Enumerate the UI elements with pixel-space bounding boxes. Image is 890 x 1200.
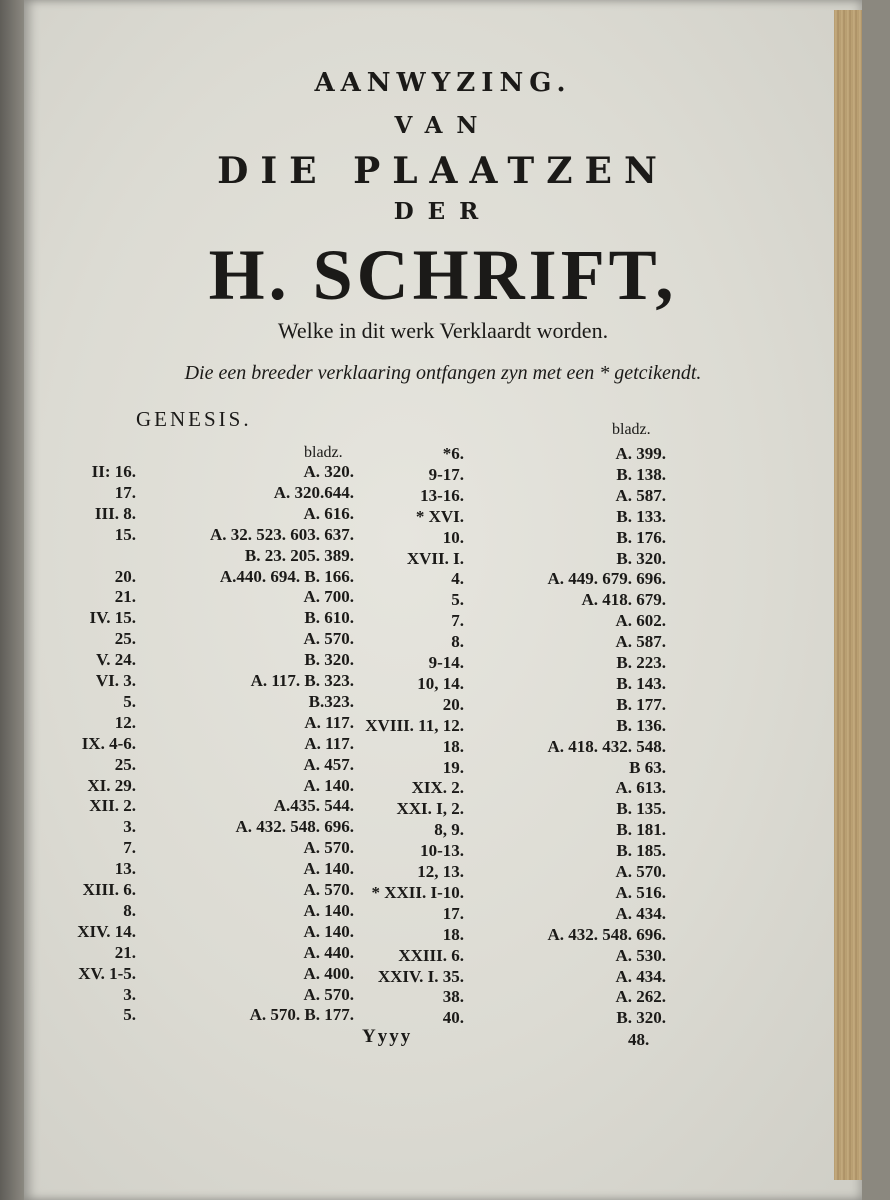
left_column-page-ref: B. 23. 205. 389. (244, 545, 354, 565)
right_column-page-ref: A. 399. (615, 444, 666, 463)
left_column-scripture-ref: XII. 2. (89, 796, 136, 816)
right_column-scripture-ref: XXIV. I. 35. (377, 966, 464, 986)
left_column-scripture-ref: IV. 15. (89, 608, 136, 628)
left_column-page-ref: A. 320.644. (273, 482, 354, 502)
right_column-scripture-ref: XXIII. 6. (398, 945, 464, 965)
right_column-scripture-ref: 38. (442, 987, 464, 1007)
right_column-scripture-ref: 18. (442, 924, 464, 944)
right_column-page-ref: A. 530. (615, 945, 666, 965)
right_column-scripture-ref: 9-17. (428, 464, 464, 484)
left_column-page-ref: B. 320. (304, 650, 354, 670)
right_column-page-ref: B. 176. (616, 527, 666, 547)
right_column-scripture-ref: XVII. I. (406, 548, 464, 568)
right_column-scripture-ref: 4. (451, 569, 464, 589)
bladz-right-header: bladz. (612, 421, 651, 438)
right_column-page-ref: A. 570. (615, 862, 666, 881)
left_column-page-ref: A. 32. 523. 603. 637. (209, 524, 354, 544)
right_column-scripture-ref: * XVI. (415, 506, 464, 526)
left_column-page-ref: A.440. 694. B. 166. (219, 566, 354, 586)
left_column-page-ref: A. 400. (303, 963, 354, 983)
right_column-page-ref: B. 136. (616, 715, 666, 735)
right_column-scripture-ref: 9-14. (428, 653, 464, 672)
right_column-page-ref: A. 434. (615, 903, 666, 923)
right_column-page-ref: A. 418. 432. 548. (547, 736, 666, 756)
left_column-scripture-ref: 12. (114, 712, 136, 732)
left_column-page-ref: A. 440. (303, 942, 354, 962)
left_column-scripture-ref: II: 16. (91, 462, 136, 481)
right_column-page-ref: B. 133. (616, 506, 666, 526)
right_column-page-ref: B. 223. (616, 653, 666, 672)
left_column-page-ref: B. 610. (304, 608, 354, 628)
right_column-scripture-ref: 10, 14. (417, 673, 464, 693)
left_column-page-ref: A. 432. 548. 696. (235, 817, 354, 837)
right_column-page-ref: B 63. (629, 757, 666, 777)
left_column-page-ref: A. 140. (303, 921, 354, 941)
left_column-page-ref: A. 320. (303, 462, 354, 481)
right_column-scripture-ref: 10-13. (420, 841, 464, 861)
left_column-scripture-ref: 20. (114, 566, 136, 586)
left_column-scripture-ref: 25. (114, 629, 136, 649)
left_column-page-ref: A. 570. (303, 629, 354, 649)
right_column-page-ref: A. 434. (615, 966, 666, 986)
right_column-scripture-ref: 7. (451, 611, 464, 631)
right_column-scripture-ref: 8. (451, 632, 464, 652)
right_column-page-ref: A. 602. (615, 611, 666, 631)
right_column-page-ref: B. 143. (616, 673, 666, 693)
right_column-scripture-ref: 13-16. (420, 485, 464, 505)
right_column-scripture-ref: 40. (442, 1008, 464, 1028)
left_column-page-ref: A. 117. B. 323. (250, 671, 354, 690)
left_column-page-ref: A. 117. (304, 712, 354, 732)
title-aanwyzing: AANWYZING. (314, 68, 572, 98)
left_column-page-ref: A. 570. (303, 838, 354, 858)
right_column-scripture-ref: 18. (442, 736, 464, 756)
left_column-page-ref: A. 700. (303, 587, 354, 607)
right_column-page-ref: B. 320. (616, 548, 666, 568)
left_column-scripture-ref: 5. (123, 691, 136, 711)
right_column-page-ref: A. 613. (615, 778, 666, 798)
left_column-scripture-ref: V. 24. (96, 650, 136, 670)
left_column-scripture-ref: VI. 3. (95, 671, 136, 690)
right_column-scripture-ref: *6. (442, 444, 464, 463)
left_column-scripture-ref: IX. 4-6. (81, 733, 136, 753)
left_column-page-ref: A. 140. (303, 775, 354, 795)
left_column-page-ref: A. 457. (303, 754, 354, 774)
right_column-page-ref: B. 138. (616, 464, 666, 484)
right_column-scripture-ref: 17. (442, 903, 464, 923)
left_column-scripture-ref: 8. (123, 900, 136, 920)
signature-mark: Yyyy (362, 1026, 413, 1047)
left_column-scripture-ref: III. 8. (94, 503, 136, 523)
right_column-scripture-ref: XVIII. 11, 12. (365, 715, 464, 735)
left_column-scripture-ref: XIV. 14. (77, 921, 136, 941)
right_column-page-ref: B. 185. (616, 841, 666, 861)
right_column-scripture-ref: 12, 13. (417, 862, 464, 881)
title-h-schrift: H. SCHRIFT, (208, 235, 678, 315)
title-van: VAN (394, 112, 492, 139)
right_column-scripture-ref: XIX. 2. (411, 778, 464, 798)
right_column-page-ref: A. 587. (615, 485, 666, 505)
left_column-scripture-ref: 15. (114, 524, 136, 544)
subtitle: Welke in dit werk Verklaardt worden. (277, 318, 609, 343)
left_column-scripture-ref: 13. (114, 859, 136, 879)
right_column-page-ref: B. 320. (616, 1008, 666, 1028)
right_column-scripture-ref: 8, 9. (434, 820, 464, 840)
right_column-page-ref: B. 181. (616, 820, 666, 840)
left_column-page-ref: A. 570. (303, 984, 354, 1004)
right_column-scripture-ref: * XXII. I-10. (371, 882, 464, 902)
right_column-scripture-ref: 19. (442, 757, 464, 777)
left_column-page-ref: A. 140. (303, 859, 354, 879)
left_column-scripture-ref: XI. 29. (87, 775, 136, 795)
right_column-scripture-ref: XXI. I, 2. (396, 799, 464, 819)
left_column-page-ref: A.435. 544. (273, 796, 354, 816)
continuation-number: 48. (628, 1030, 650, 1049)
asterisk-note: Die een breeder verklaaring ontfangen zyn met een * getcikendt. (184, 362, 702, 384)
title-der: DER (393, 198, 493, 225)
left_column-scripture-ref: 25. (114, 754, 136, 774)
left_column-scripture-ref: 17. (114, 482, 136, 502)
right_column-page-ref: A. 262. (615, 987, 666, 1007)
book-heading: GENESIS. (136, 407, 252, 431)
left_column-page-ref: A. 570. (303, 880, 354, 899)
right_column-page-ref: A. 432. 548. 696. (547, 924, 666, 944)
right_column-scripture-ref: 5. (451, 590, 464, 610)
right_column-page-ref: B. 135. (616, 799, 666, 819)
left_column-page-ref: A. 140. (303, 900, 354, 920)
left_column-scripture-ref: XIII. 6. (82, 880, 136, 899)
book-page (24, 0, 862, 1200)
left_column-scripture-ref: 21. (114, 942, 136, 962)
bladz-left-header: bladz. (304, 444, 343, 461)
right_column-scripture-ref: 10. (442, 527, 464, 547)
right_column-page-ref: A. 516. (615, 882, 666, 902)
left_column-scripture-ref: XV. 1-5. (78, 963, 136, 983)
right_column-page-ref: A. 587. (615, 632, 666, 652)
left_column-scripture-ref: 21. (114, 587, 136, 607)
title-die-plaatzen: DIE PLAATZEN (217, 150, 669, 192)
left_column-scripture-ref: 7. (123, 838, 136, 858)
right_column-page-ref: A. 449. 679. 696. (547, 569, 666, 589)
left_column-page-ref: B.323. (308, 691, 354, 711)
left_column-page-ref: A. 616. (303, 503, 354, 523)
right_column-page-ref: A. 418. 679. (581, 590, 666, 610)
left_column-scripture-ref: 3. (123, 984, 136, 1004)
left_column-scripture-ref: 5. (123, 1005, 136, 1025)
right_column-page-ref: B. 177. (616, 694, 666, 714)
left_column-scripture-ref: 3. (123, 817, 136, 837)
left_column-page-ref: A. 570. B. 177. (249, 1005, 354, 1025)
left_column-page-ref: A. 117. (304, 733, 354, 753)
right_column-scripture-ref: 20. (442, 694, 464, 714)
